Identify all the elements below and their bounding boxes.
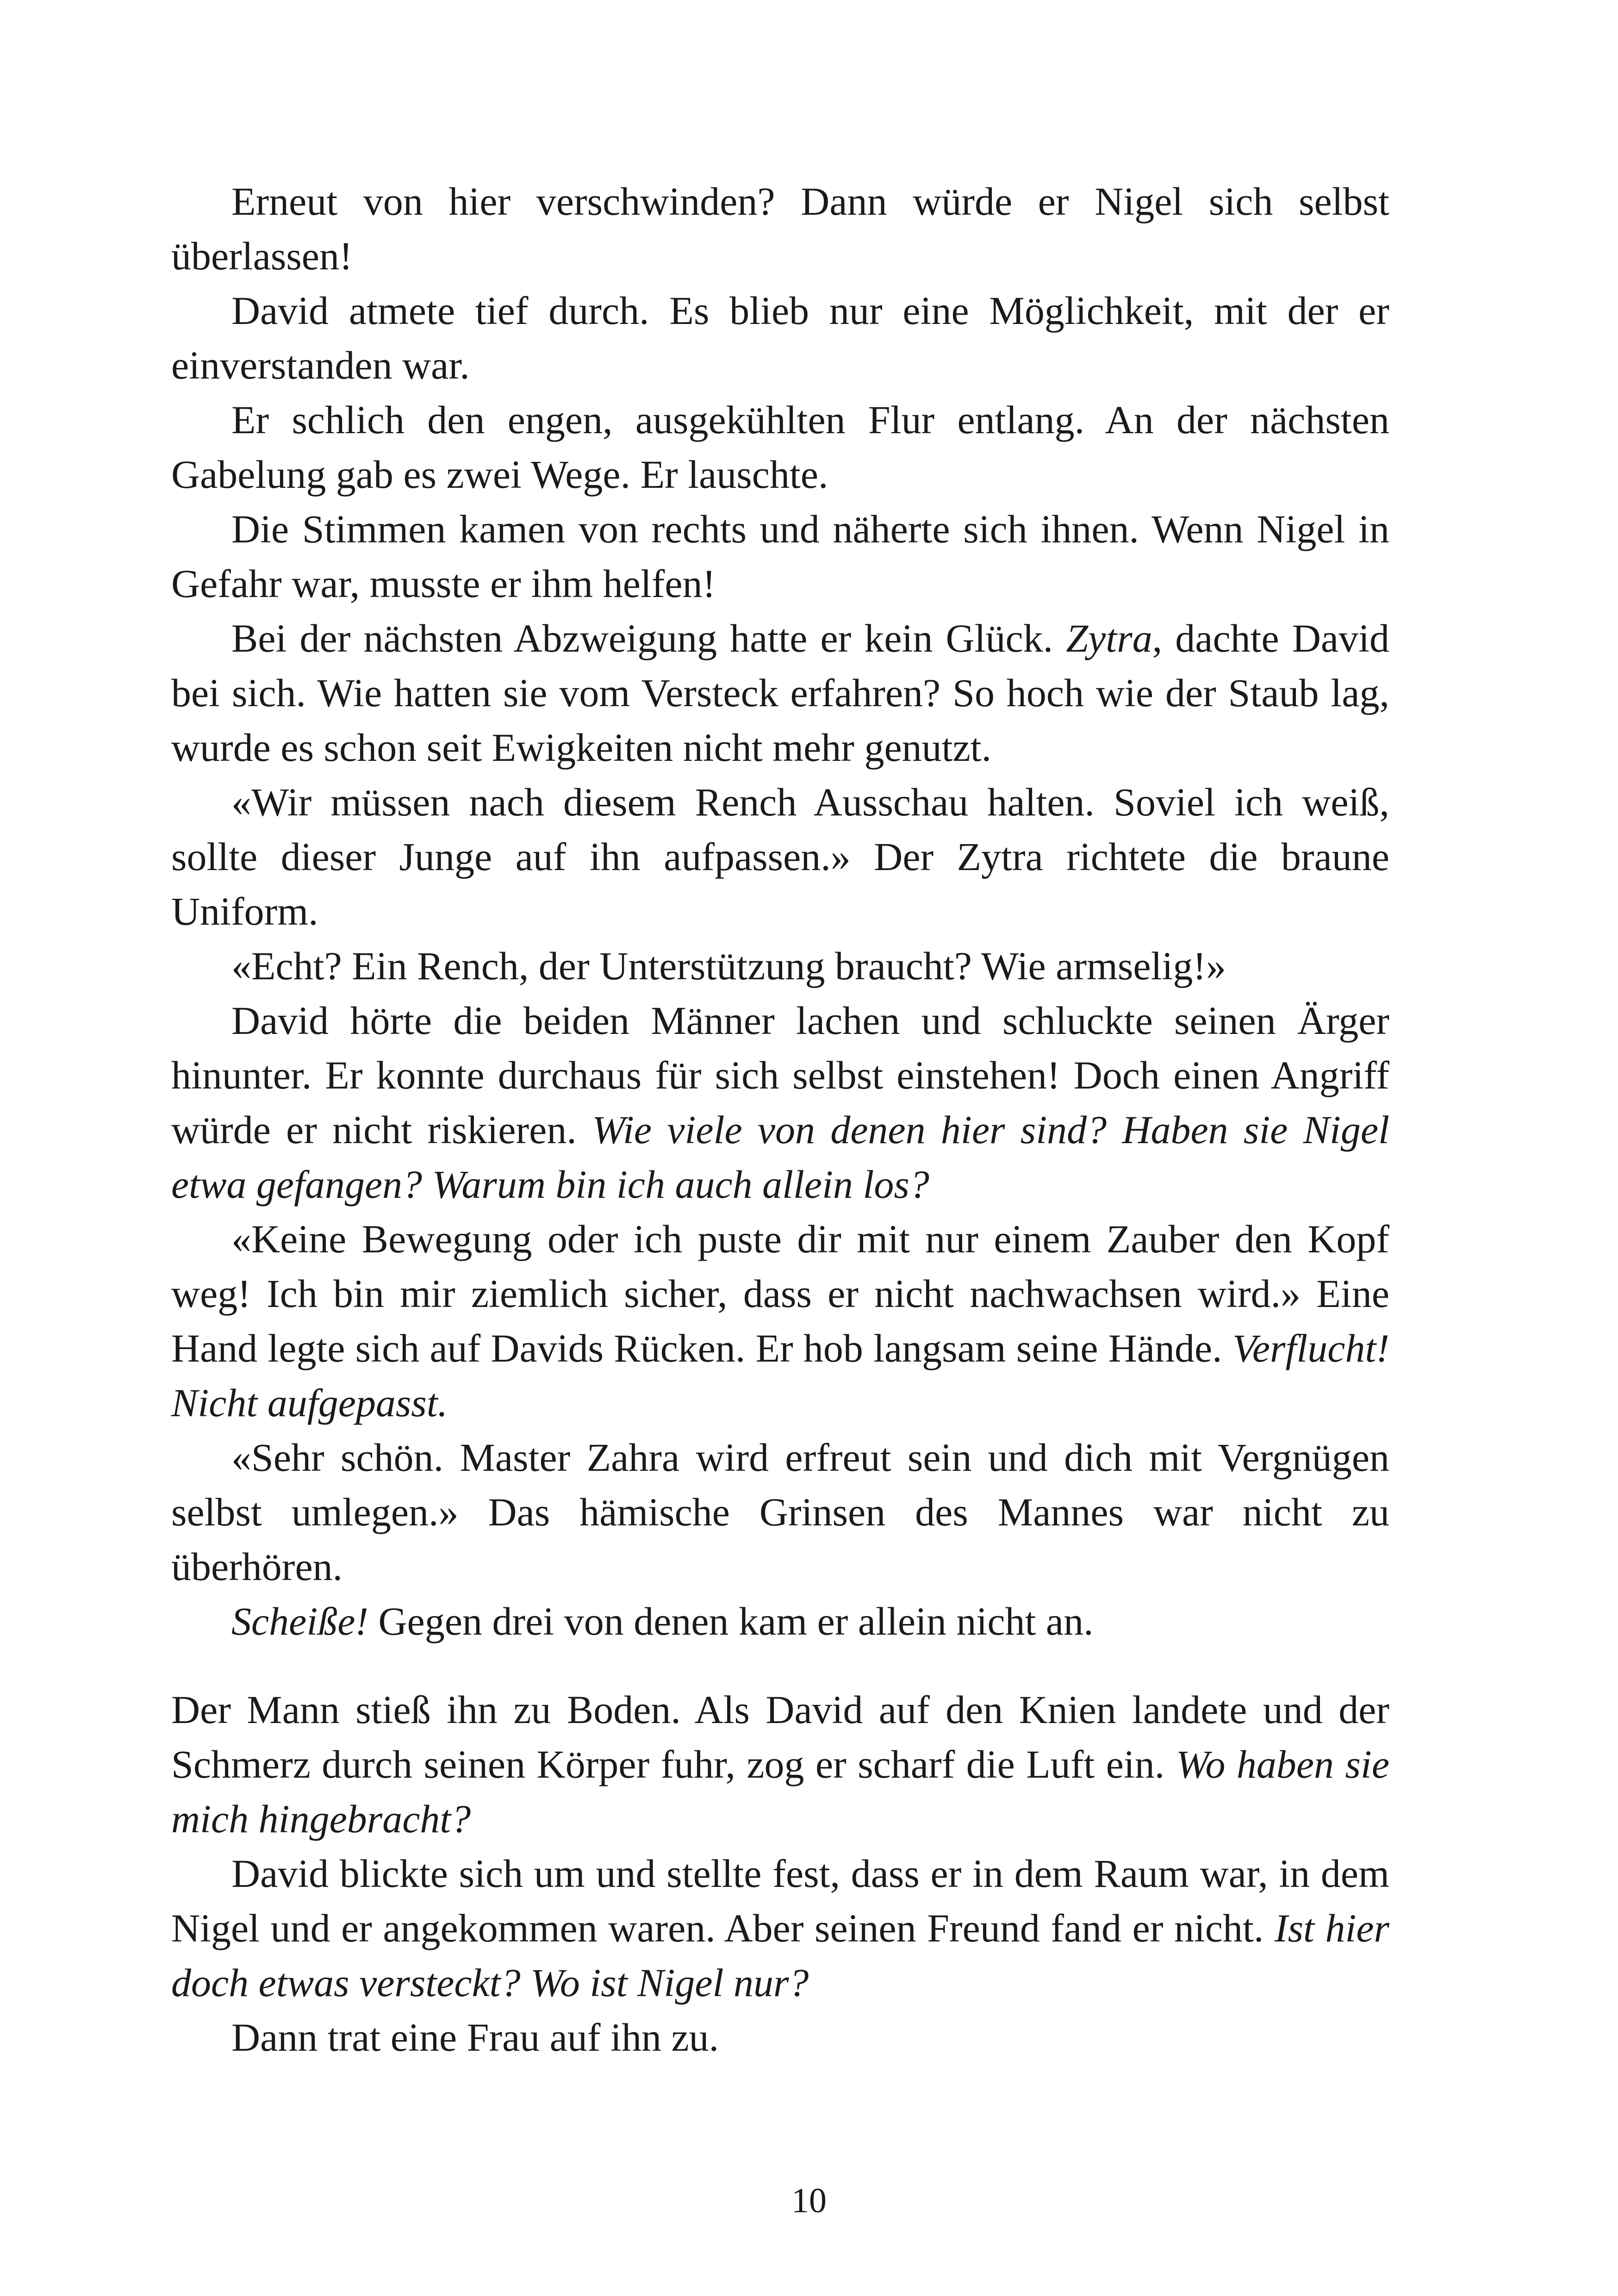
page-number: 10: [791, 2181, 827, 2220]
paragraph: [171, 993, 1389, 1212]
text-run: «Sehr schön. Master Zahra wird erfreut sein und dich mit Vergnügen selbst umlegen.» Das hämische Grinsen des Mannes war nicht zu überhören.: [171, 1435, 1389, 1589]
paragraph: [171, 939, 1389, 993]
text-run: «Keine Bewegung oder ich puste dir mit nur einem Zauber den Kopf weg! Ich bin mir ziemlich sicher, dass er nicht nachwachsen wird.» Eine Hand legte sich auf Davids Rücken. Er hob langsam seine Hände.: [171, 1217, 1389, 1370]
text-section-1: [171, 174, 1389, 1649]
text-run: David atmete tief durch. Es blieb nur eine Möglichkeit, mit der er einverstanden war.: [171, 288, 1389, 387]
text-run: Der Mann stieß ihn zu Boden. Als David auf den Knien landete und der Schmerz durch seinen Körper fuhr, zog er scharf die Luft ein.: [171, 1687, 1389, 1786]
paragraph: [171, 1212, 1389, 1430]
text-run: Die Stimmen kamen von rechts und näherte sich ihnen. Wenn Nigel in Gefahr war, musste er ihm helfen!: [171, 507, 1389, 606]
paragraph: [171, 174, 1389, 283]
paragraph: [171, 1682, 1389, 1846]
text-section-2: [171, 1682, 1389, 2065]
text-run: Gegen drei von denen kam er allein nicht an.: [368, 1599, 1094, 1643]
paragraph: [171, 775, 1389, 939]
text-run: «Echt? Ein Rench, der Unterstützung braucht? Wie armselig!»: [231, 944, 1226, 988]
text-run: David hörte die beiden Männer lachen und schluckte seinen Ärger hinunter. Er konnte durchaus für sich selbst einstehen! Doch einen Angriff würde er nicht riskieren.: [171, 998, 1389, 1152]
text-run: Er schlich den engen, ausgekühlten Flur entlang. An der nächsten Gabelung gab es zwei Wege. Er lauschte.: [171, 398, 1389, 497]
text-run-italic: Zytra: [1066, 616, 1152, 660]
text-run: «Wir müssen nach diesem Rench Ausschau halten. Soviel ich weiß, sollte dieser Junge auf ihn aufpassen.» Der Zytra richtete die braune Uniform.: [171, 780, 1389, 933]
text-run-italic: Wie viele von denen hier sind? Haben sie Nigel etwa gefangen? Warum bin ich auch allein los?: [171, 1108, 1389, 1207]
paragraph: [171, 1430, 1389, 1594]
paragraph: [171, 1594, 1389, 1649]
paragraph: [171, 283, 1389, 392]
paragraph: [171, 2010, 1389, 2065]
text-run: Bei der nächsten Abzweigung hatte er kein Glück.: [231, 616, 1066, 660]
text-run: Erneut von hier verschwinden? Dann würde er Nigel sich selbst überlassen!: [171, 179, 1389, 278]
paragraph: [171, 611, 1389, 775]
text-run: , dachte David bei sich. Wie hatten sie vom Versteck erfahren? So hoch wie der Staub lag, wurde es schon seit Ewigkeiten nicht mehr genutzt.: [171, 616, 1389, 770]
text-run-italic: Ist hier doch etwas versteckt? Wo ist Nigel nur?: [171, 1906, 1389, 2005]
text-run: Dann trat eine Frau auf ihn zu.: [231, 2015, 719, 2060]
text-run-italic: Wo haben sie mich hingebracht?: [171, 1742, 1389, 1841]
paragraph: [171, 502, 1389, 611]
text-run-italic: Scheiße!: [231, 1599, 369, 1643]
text-run: David blickte sich um und stellte fest, dass er in dem Raum war, in dem Nigel und er angekommen waren. Aber seinen Freund fand er nicht.: [171, 1851, 1389, 1950]
text-run-italic: Verflucht! Nicht aufgepasst.: [171, 1326, 1389, 1425]
paragraph: [171, 392, 1389, 502]
paragraph: [171, 1846, 1389, 2010]
